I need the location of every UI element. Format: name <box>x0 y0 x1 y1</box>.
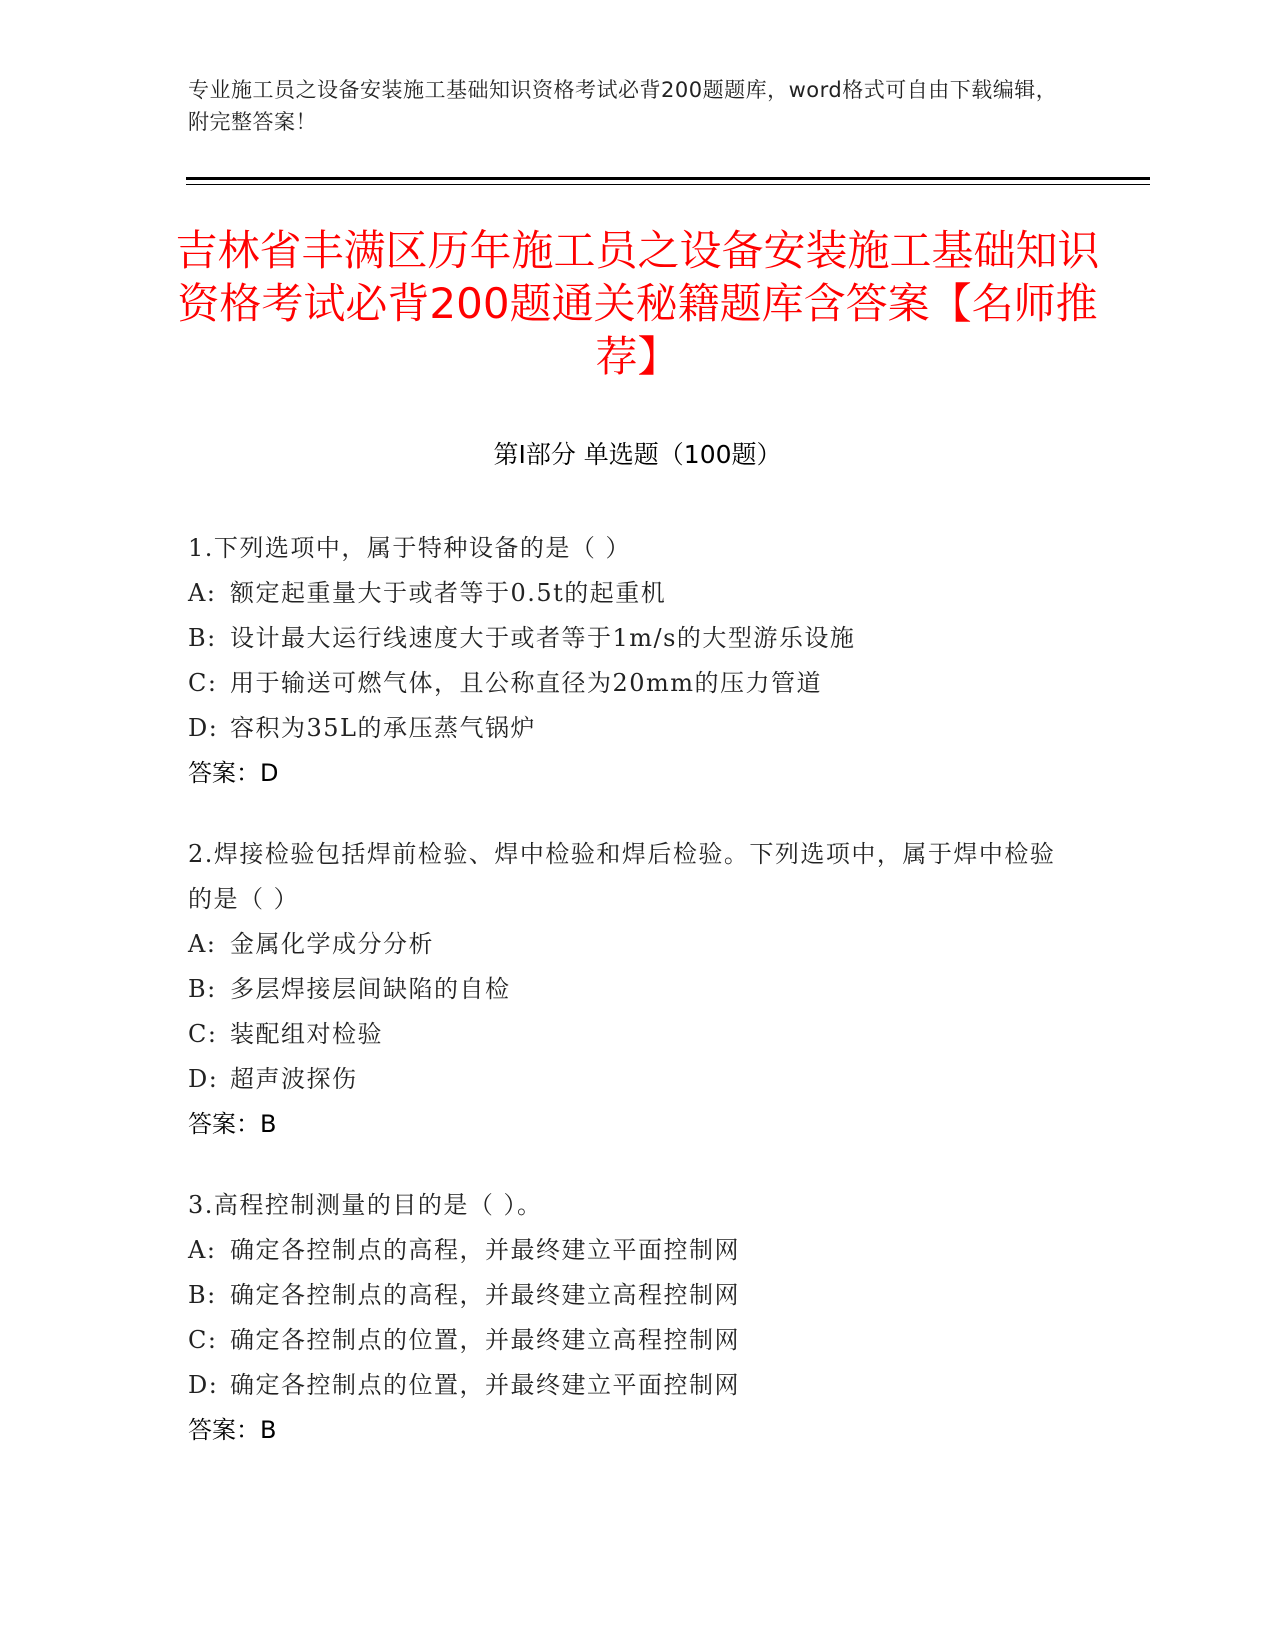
option-letter: A: <box>188 1236 217 1264</box>
option-text: 多层焊接层间缺陷的自检 <box>230 975 511 1003</box>
header-rule-thin <box>186 184 1150 185</box>
option-text: 金属化学成分分析 <box>230 930 434 958</box>
option-letter: D: <box>188 714 219 742</box>
answer-label: 答案：B <box>188 1110 277 1138</box>
option-d <box>188 1363 1068 1408</box>
option-letter: C: <box>188 1020 218 1048</box>
option-b <box>188 967 1068 1012</box>
question-3 <box>188 1183 1068 1453</box>
option-letter: C: <box>188 1326 218 1354</box>
answer-label: 答案：D <box>188 759 279 787</box>
header-rule-thick <box>186 177 1150 180</box>
option-d <box>188 1057 1068 1102</box>
option-b <box>188 1273 1068 1318</box>
option-c <box>188 1012 1068 1057</box>
option-letter: C: <box>188 669 218 697</box>
header-note: 专业施工员之设备安装施工基础知识资格考试必背200题题库，word格式可自由下载编辑，附完整答案！ <box>188 78 1058 134</box>
option-text: 超声波探伤 <box>230 1065 358 1093</box>
option-text: 用于输送可燃气体，且公称直径为20mm的压力管道 <box>230 669 823 697</box>
option-letter: B: <box>188 1281 217 1309</box>
option-a <box>188 1228 1068 1273</box>
question-stem: 3.高程控制测量的目的是（ ）。 <box>188 1191 543 1219</box>
question-stem: 1.下列选项中，属于特种设备的是（ ） <box>188 534 632 562</box>
option-b <box>188 616 1068 661</box>
option-text: 设计最大运行线速度大于或者等于1m/s的大型游乐设施 <box>230 624 856 652</box>
option-text: 确定各控制点的位置，并最终建立平面控制网 <box>230 1371 740 1399</box>
question-stem: 2.焊接检验包括焊前检验、焊中检验和焊后检验。下列选项中，属于焊中检验的是（ ） <box>188 840 1056 913</box>
option-a <box>188 571 1068 616</box>
question-2 <box>188 832 1068 1147</box>
option-text: 容积为35L的承压蒸气锅炉 <box>230 714 536 742</box>
option-letter: B: <box>188 624 217 652</box>
option-letter: D: <box>188 1371 219 1399</box>
option-a <box>188 922 1068 967</box>
option-letter: A: <box>188 579 217 607</box>
option-text: 确定各控制点的位置，并最终建立高程控制网 <box>230 1326 740 1354</box>
option-text: 装配组对检验 <box>230 1020 383 1048</box>
option-d <box>188 706 1068 751</box>
section-heading: 第Ⅰ部分 单选题（100题） <box>493 440 782 469</box>
option-text: 额定起重量大于或者等于0.5t的起重机 <box>230 579 667 607</box>
option-letter: D: <box>188 1065 219 1093</box>
option-letter: B: <box>188 975 217 1003</box>
option-letter: A: <box>188 930 217 958</box>
answer-label: 答案：B <box>188 1416 277 1444</box>
option-text: 确定各控制点的高程，并最终建立平面控制网 <box>230 1236 740 1264</box>
option-text: 确定各控制点的高程，并最终建立高程控制网 <box>230 1281 740 1309</box>
document-title: 吉林省丰满区历年施工员之设备安装施工基础知识资格考试必背200题通关秘籍题库含答案【名师推荐】 <box>175 226 1100 381</box>
question-list <box>188 526 1068 1489</box>
option-c <box>188 661 1068 706</box>
question-1 <box>188 526 1068 796</box>
option-c <box>188 1318 1068 1363</box>
